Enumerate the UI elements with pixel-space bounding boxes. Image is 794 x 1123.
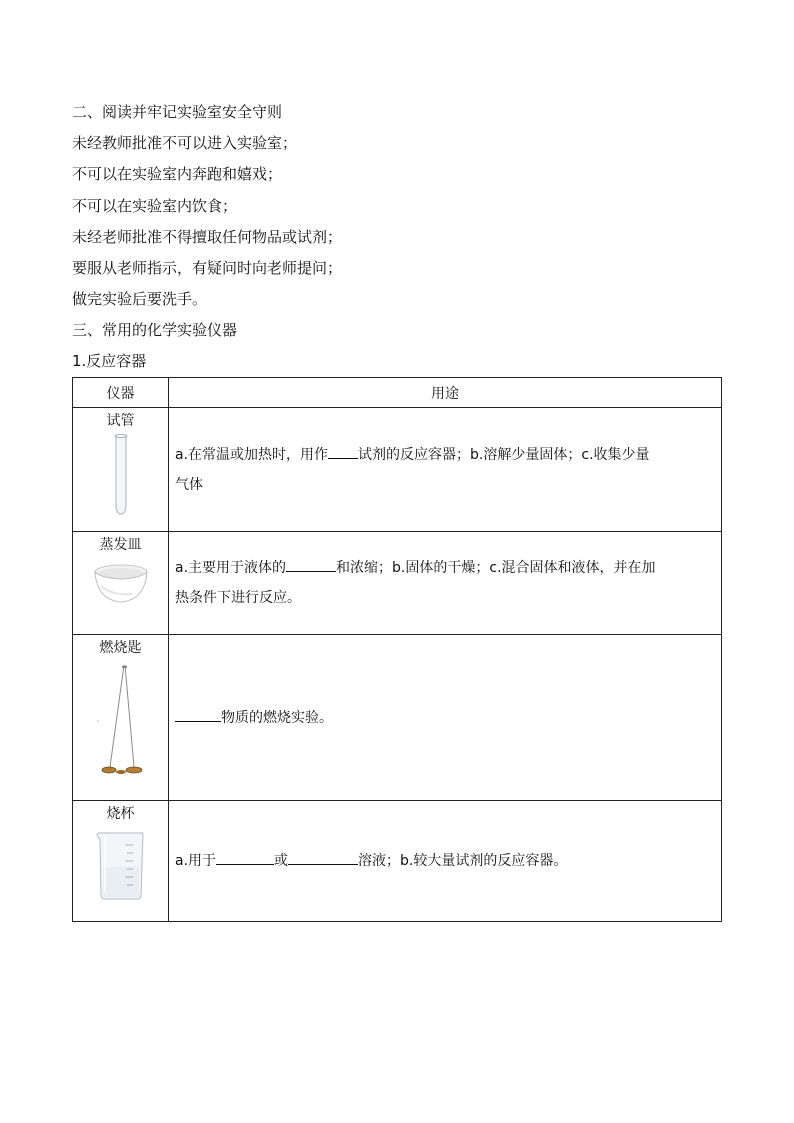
use-text: 和浓缩；b.固体的干燥；c.混合固体和液体，并在加 [336, 560, 656, 576]
use-cell [169, 532, 722, 635]
fill-blank[interactable] [175, 707, 221, 722]
use-text: 气体 [175, 476, 203, 493]
use-cell [169, 801, 722, 922]
header-instrument: 仪器 [73, 378, 169, 408]
rule-item: 未经教师批准不可以进入实验室； [72, 134, 298, 152]
use-cell [169, 408, 722, 532]
instruments-heading: 三、常用的化学实验仪器 [72, 321, 238, 339]
header-use: 用途 [169, 378, 722, 408]
use-text: a.用于 [175, 853, 217, 869]
fill-blank[interactable] [286, 557, 336, 572]
test-tube-icon [111, 434, 131, 518]
use-cell [169, 635, 722, 801]
table-row [73, 532, 722, 635]
instrument-table [72, 377, 722, 922]
rule-item: 做完实验后要洗手。 [72, 290, 208, 308]
rule-item: 要服从老师指示，有疑问时向老师提问； [72, 259, 343, 277]
use-text: 或 [274, 853, 289, 869]
instrument-cell [73, 408, 169, 532]
instrument-cell [73, 532, 169, 635]
beaker-icon [95, 829, 147, 903]
fill-blank[interactable] [216, 850, 274, 865]
rule-item: 不可以在实验室内饮食； [72, 197, 238, 215]
use-text: 试剂的反应容器；b.溶解少量固体；c.收集少量 [358, 446, 650, 463]
table-row [73, 408, 722, 532]
instrument-cell [73, 635, 169, 801]
instruments-subheading: 1.反应容器 [72, 352, 147, 370]
evaporating-dish-icon [93, 562, 149, 606]
rules-heading: 二、阅读并牢记实验室安全守则 [72, 103, 283, 121]
rule-item: 未经老师批准不得擅取任何物品或试剂； [72, 228, 343, 246]
instrument-name: 蒸发皿 [99, 537, 142, 553]
use-text: 热条件下进行反应。 [175, 590, 301, 606]
use-text: 物质的燃烧实验。 [221, 709, 333, 726]
instrument-name: 试管 [106, 413, 135, 429]
rule-item: 不可以在实验室内奔跑和嬉戏； [72, 165, 283, 183]
fill-blank[interactable] [328, 444, 358, 459]
instrument-name: 烧杯 [106, 806, 135, 822]
table-row [73, 801, 722, 922]
instrument-cell [73, 801, 169, 922]
fill-blank[interactable] [288, 850, 358, 865]
table-row [73, 635, 722, 801]
table-header-row [73, 378, 722, 408]
instrument-name: 燃烧匙 [99, 640, 142, 656]
use-text: a.在常温或加热时，用作 [175, 446, 329, 463]
use-text: 溶液；b.较大量试剂的反应容器。 [358, 853, 568, 869]
combustion-spoon-icon [96, 663, 146, 781]
use-text: a.主要用于液体的 [175, 560, 287, 576]
